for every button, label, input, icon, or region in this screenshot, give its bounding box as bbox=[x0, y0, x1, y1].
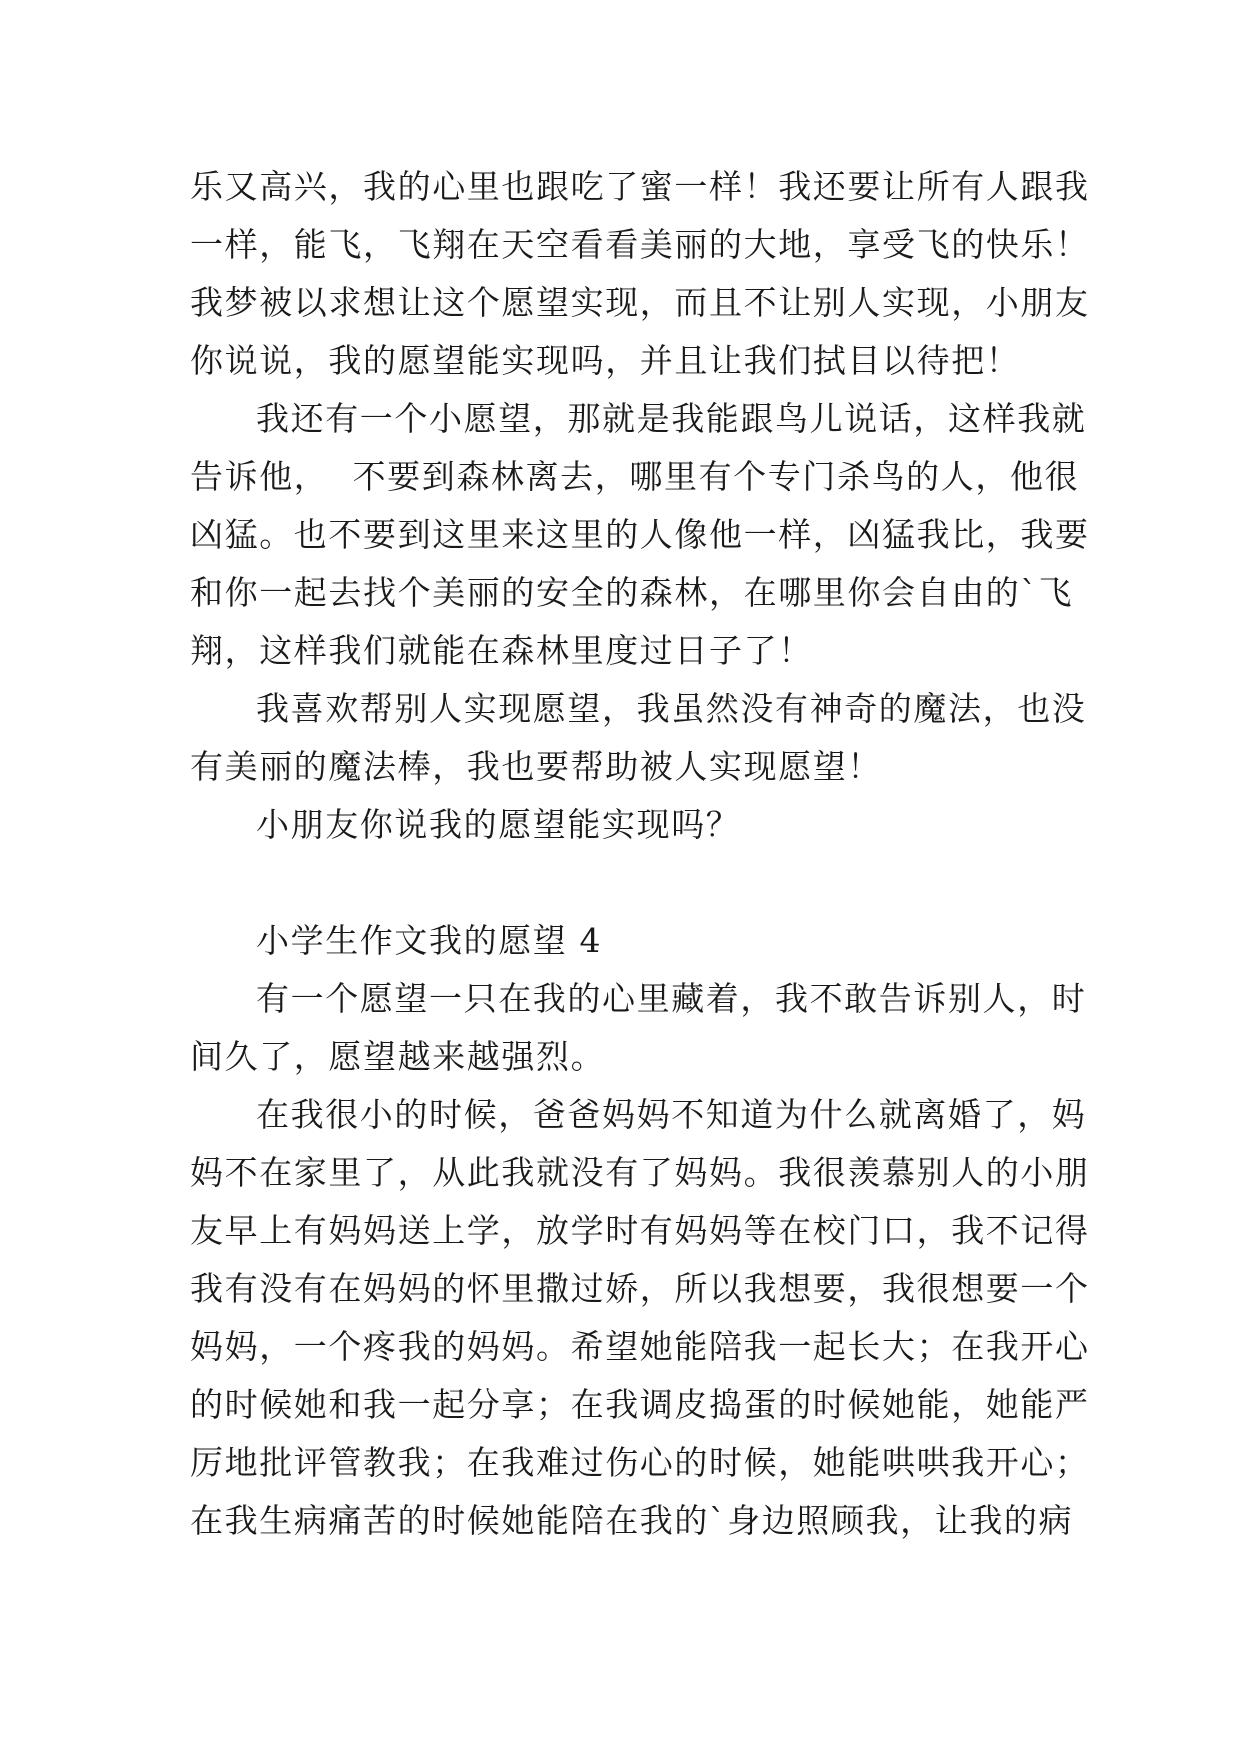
text-line: 你说说，我的愿望能实现吗，并且让我们拭目以待把！ bbox=[190, 341, 1021, 380]
text-line: 的时候她和我一起分享；在我调皮捣蛋的时候她能，她能严 bbox=[190, 1385, 1090, 1424]
text-line: 乐又高兴，我的心里也跟吃了蜜一样！我还要让所有人跟我 bbox=[190, 167, 1090, 206]
section-heading: 小学生作文我的愿望 4 bbox=[256, 921, 603, 960]
blank-line bbox=[190, 854, 1065, 912]
text-line: 妈妈，一个疼我的妈妈。希望她能陪我一起长大；在我开心 bbox=[190, 1327, 1090, 1366]
paragraph-start-line: 在我很小的时候，爸爸妈妈不知道为什么就离婚了，妈 bbox=[256, 1095, 1087, 1134]
text-line: 厉地批评管教我；在我难过伤心的时候，她能哄哄我开心； bbox=[190, 1443, 1090, 1482]
paragraph-start-line: 我喜欢帮别人实现愿望，我虽然没有神奇的魔法，也没 bbox=[256, 689, 1087, 728]
text-line: 在我生病痛苦的时候她能陪在我的`身边照顾我，让我的病 bbox=[190, 1501, 1074, 1540]
text-line: 凶猛。也不要到这里来这里的人像他一样，凶猛我比，我要 bbox=[190, 515, 1090, 554]
text-line: 和你一起去找个美丽的安全的森林，在哪里你会自由的`飞 bbox=[190, 573, 1074, 612]
text-line: 友早上有妈妈送上学，放学时有妈妈等在校门口，我不记得 bbox=[190, 1211, 1090, 1250]
text-line: 我梦被以求想让这个愿望实现，而且不让别人实现，小朋友 bbox=[190, 283, 1090, 322]
paragraph-start-line: 有一个愿望一只在我的心里藏着，我不敢告诉别人，时 bbox=[256, 979, 1087, 1018]
text-line: 间久了，愿望越来越强烈。 bbox=[190, 1037, 606, 1076]
text-line: 翔，这样我们就能在森林里度过日子了！ bbox=[190, 631, 813, 670]
text-line: 妈不在家里了，从此我就没有了妈妈。我很羡慕别人的小朋 bbox=[190, 1153, 1090, 1192]
text-line: 告诉他， 不要到森林离去，哪里有个专门杀鸟的人，他很 bbox=[190, 457, 1080, 496]
text-line: 我有没有在妈妈的怀里撒过娇，所以我想要，我很想要一个 bbox=[190, 1269, 1090, 1308]
paragraph-start-line: 我还有一个小愿望，那就是我能跟鸟儿说话，这样我就 bbox=[256, 399, 1087, 438]
paragraph-start-line: 小朋友你说我的愿望能实现吗？ bbox=[256, 805, 741, 844]
essay-body bbox=[190, 158, 1090, 1550]
text-line: 一样，能飞，飞翔在天空看看美丽的大地，享受飞的快乐！ bbox=[190, 225, 1090, 264]
text-line: 有美丽的魔法棒，我也要帮助被人实现愿望！ bbox=[190, 747, 882, 786]
